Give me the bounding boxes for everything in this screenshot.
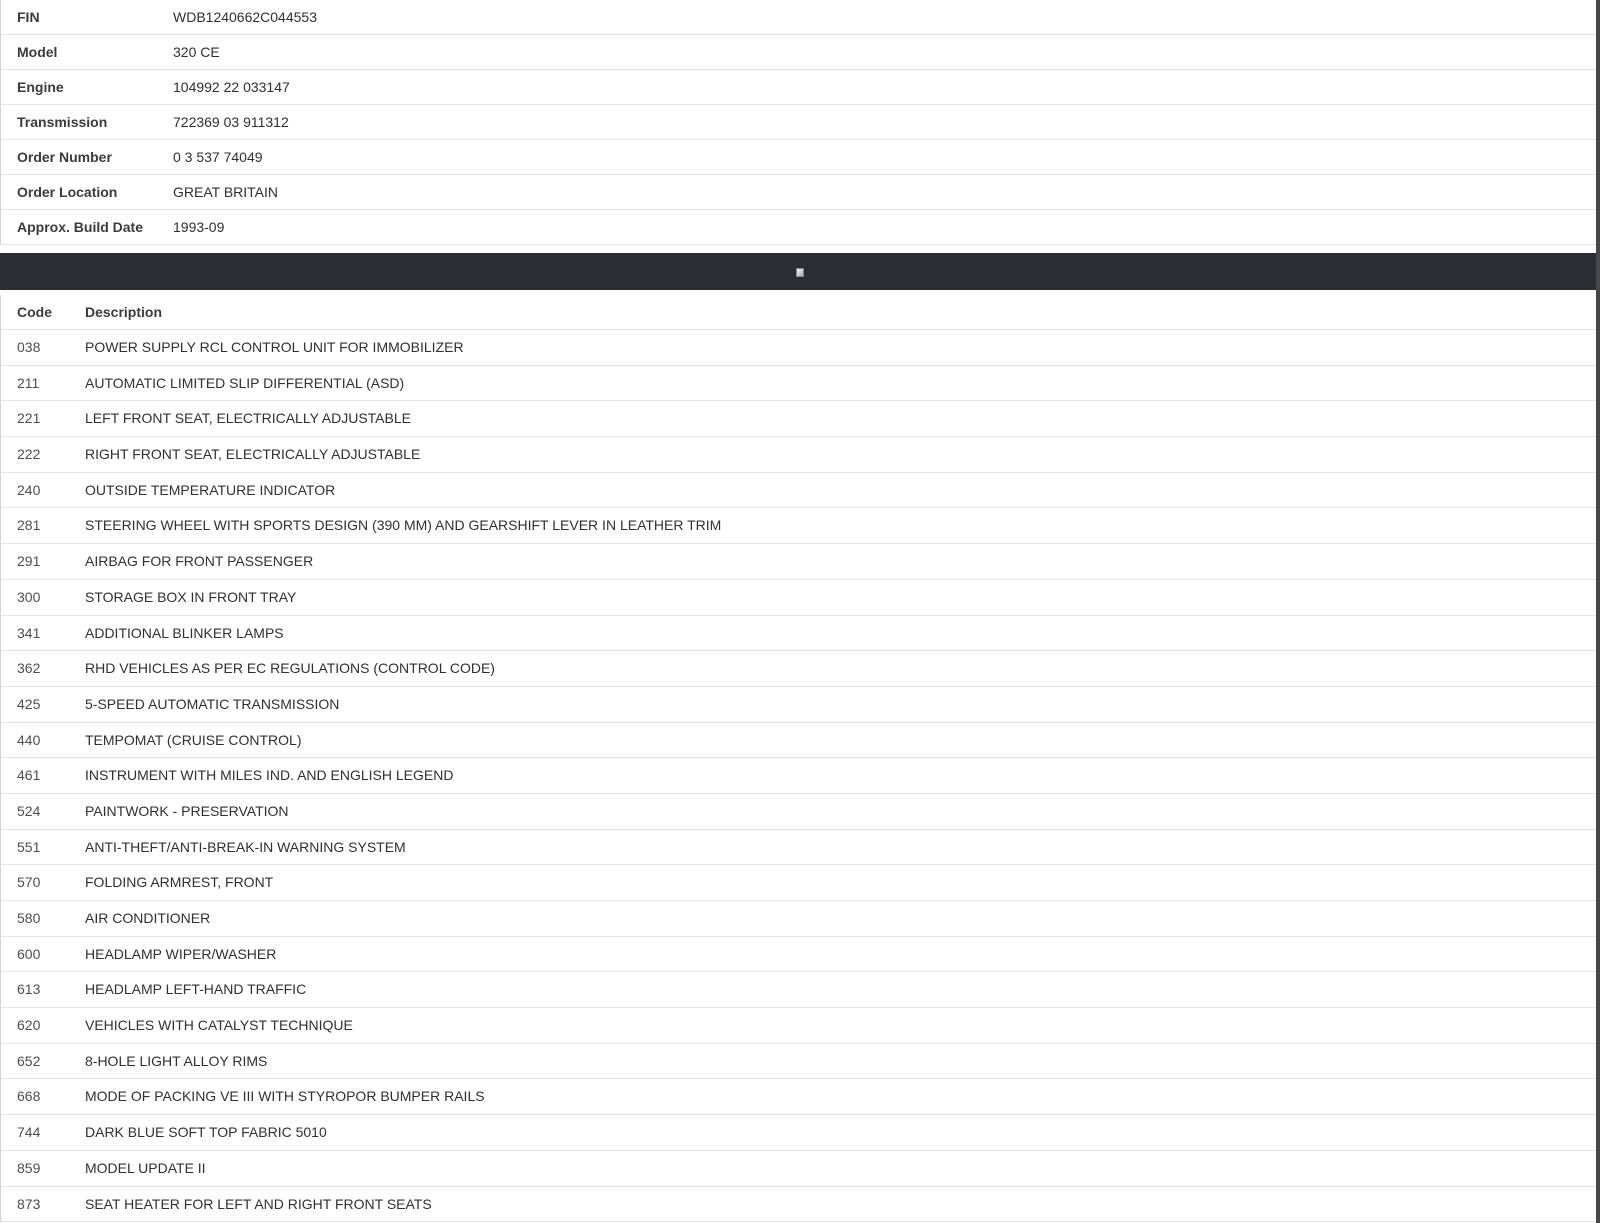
info-row (1, 140, 1596, 175)
option-code: 211 (17, 374, 40, 391)
option-code: 341 (17, 624, 41, 641)
option-description: MODE OF PACKING VE III WITH STYROPOR BUMPER RAILS (85, 1088, 485, 1105)
option-description: 5-SPEED AUTOMATIC TRANSMISSION (85, 695, 340, 712)
option-code: 600 (17, 945, 41, 962)
option-description: SEAT HEATER FOR LEFT AND RIGHT FRONT SEATS (85, 1195, 432, 1212)
option-description: MODEL UPDATE II (85, 1159, 206, 1176)
option-description: ANTI-THEFT/ANTI-BREAK-IN WARNING SYSTEM (85, 838, 406, 855)
table-row (1, 508, 1596, 544)
options-table (0, 295, 1596, 1222)
info-row (1, 175, 1596, 210)
option-code: 570 (17, 874, 41, 891)
table-row (1, 401, 1596, 437)
table-row (1, 1187, 1596, 1223)
info-label: Engine (17, 79, 64, 95)
info-value: 722369 03 911312 (173, 114, 289, 130)
option-description: RHD VEHICLES AS PER EC REGULATIONS (CONTROL CODE) (85, 660, 495, 677)
option-code: 440 (17, 731, 41, 748)
table-row (1, 616, 1596, 652)
option-description: LEFT FRONT SEAT, ELECTRICALLY ADJUSTABLE (85, 410, 411, 427)
option-description: DARK BLUE SOFT TOP FABRIC 5010 (85, 1124, 327, 1141)
spacer (0, 245, 1596, 253)
table-header-row (1, 295, 1596, 330)
info-value: 0 3 537 74049 (173, 149, 263, 165)
table-row (1, 366, 1596, 402)
info-label: Order Number (17, 149, 112, 165)
table-row (1, 937, 1596, 973)
option-description: 8-HOLE LIGHT ALLOY RIMS (85, 1052, 268, 1069)
option-code: 613 (17, 981, 41, 998)
option-code: 362 (17, 660, 41, 677)
scrollbar-track[interactable] (1596, 0, 1600, 1223)
option-description: HEADLAMP WIPER/WASHER (85, 945, 277, 962)
option-description: POWER SUPPLY RCL CONTROL UNIT FOR IMMOBILIZER (85, 339, 464, 355)
info-label: Order Location (17, 184, 118, 200)
table-row (1, 1151, 1596, 1187)
info-label: Transmission (17, 114, 108, 130)
info-row (1, 0, 1596, 35)
table-row (1, 865, 1596, 901)
option-description: TEMPOMAT (CRUISE CONTROL) (85, 731, 302, 748)
info-row (1, 105, 1596, 140)
option-description: OUTSIDE TEMPERATURE INDICATOR (85, 481, 336, 498)
table-row (1, 1044, 1596, 1080)
option-code: 744 (17, 1124, 41, 1141)
info-row (1, 70, 1596, 105)
info-value: GREAT BRITAIN (173, 184, 279, 200)
table-row (1, 758, 1596, 794)
option-description: RIGHT FRONT SEAT, ELECTRICALLY ADJUSTABLE (85, 446, 421, 463)
option-code: 524 (17, 802, 41, 819)
option-description: STORAGE BOX IN FRONT TRAY (85, 588, 297, 605)
option-description: HEADLAMP LEFT-HAND TRAFFIC (85, 981, 307, 998)
table-row (1, 651, 1596, 687)
option-code: 551 (17, 838, 41, 855)
info-value: 104992 22 033147 (173, 79, 290, 95)
table-row (1, 1079, 1596, 1115)
option-code: 300 (17, 588, 41, 605)
option-code: 668 (17, 1088, 41, 1105)
options-table-body (1, 330, 1596, 1222)
option-code: 240 (17, 481, 41, 498)
table-row (1, 830, 1596, 866)
info-label: Approx. Build Date (17, 219, 144, 235)
option-code: 425 (17, 695, 41, 712)
option-description: AIRBAG FOR FRONT PASSENGER (85, 553, 314, 570)
header-bar (0, 253, 1596, 290)
option-code: 652 (17, 1052, 41, 1069)
option-code: 221 (17, 410, 41, 427)
option-description: PAINTWORK - PRESERVATION (85, 802, 289, 819)
option-code: 222 (17, 446, 41, 463)
option-code: 620 (17, 1017, 41, 1034)
table-row (1, 473, 1596, 509)
table-row (1, 723, 1596, 759)
table-row (1, 687, 1596, 723)
info-label: FIN (17, 9, 40, 25)
info-value: 320 CE (173, 44, 220, 60)
option-description: STEERING WHEEL WITH SPORTS DESIGN (390 MM) AND GEARSHIFT LEVER IN LEATHER TRIM (85, 517, 722, 534)
option-description: VEHICLES WITH CATALYST TECHNIQUE (85, 1017, 353, 1034)
option-description: AIR CONDITIONER (85, 910, 211, 926)
column-header-description: Description (85, 304, 163, 320)
column-header-code: Code (17, 304, 52, 320)
option-code: 461 (17, 767, 41, 784)
option-code: 873 (17, 1195, 41, 1212)
vehicle-info-table (0, 0, 1596, 245)
option-code: 291 (17, 553, 41, 570)
option-code: 580 (17, 910, 41, 926)
table-row (1, 972, 1596, 1008)
option-code: 038 (17, 339, 41, 355)
table-row (1, 580, 1596, 616)
info-label: Model (17, 44, 58, 60)
table-row (1, 330, 1596, 366)
option-description: INSTRUMENT WITH MILES IND. AND ENGLISH LEGEND (85, 767, 454, 784)
table-row (1, 1008, 1596, 1044)
info-value: WDB1240662C044553 (173, 9, 317, 25)
table-row (1, 901, 1596, 937)
option-code: 281 (17, 517, 41, 534)
info-value: 1993-09 (173, 219, 225, 235)
info-row (1, 210, 1596, 245)
table-row (1, 794, 1596, 830)
option-description: FOLDING ARMREST, FRONT (85, 874, 274, 891)
broken-image-icon (796, 268, 804, 277)
info-row (1, 35, 1596, 70)
option-description: AUTOMATIC LIMITED SLIP DIFFERENTIAL (ASD) (85, 374, 405, 391)
option-description: ADDITIONAL BLINKER LAMPS (85, 624, 284, 641)
table-row (1, 437, 1596, 473)
table-row (1, 544, 1596, 580)
table-row (1, 1115, 1596, 1151)
option-code: 859 (17, 1159, 41, 1176)
